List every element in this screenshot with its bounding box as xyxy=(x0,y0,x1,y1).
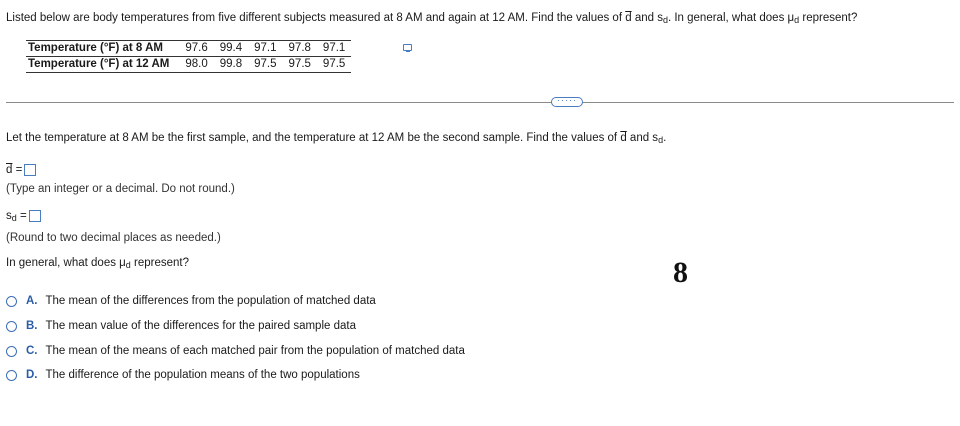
question-part2: . In general, what does μ xyxy=(667,12,795,24)
table-cell: 97.8 xyxy=(283,41,317,57)
option-text: The difference of the population means of the two populations xyxy=(45,369,360,381)
table-row-8am xyxy=(26,41,351,57)
option-b[interactable] xyxy=(6,320,356,332)
mu-question-part2: represent? xyxy=(130,257,189,269)
instruction-end: . xyxy=(663,132,667,144)
instruction-part1: Let the temperature at 8 AM be the first sample, and the temperature at 12 AM be the second sample. Find the values of xyxy=(6,132,621,144)
option-letter: C. xyxy=(26,345,38,357)
dbar-symbol: $\overline{d}$ xyxy=(620,132,627,144)
option-c[interactable] xyxy=(6,345,465,357)
question-part3: represent? xyxy=(799,12,858,24)
instruction-and: and s xyxy=(626,132,659,144)
question-and: and s xyxy=(631,12,663,24)
mu-question xyxy=(6,257,189,270)
radio-button[interactable] xyxy=(6,296,17,307)
option-letter: B. xyxy=(26,320,38,332)
section-divider xyxy=(6,102,954,103)
option-text: The mean value of the differences for the paired sample data xyxy=(45,320,356,332)
sd-hint: (Round to two decimal places as needed.) xyxy=(6,232,221,244)
sd-subscript: d xyxy=(658,135,664,145)
table-cell: 97.5 xyxy=(322,58,346,70)
row-label: Temperature (°F) at 8 AM xyxy=(26,41,179,57)
radio-button[interactable] xyxy=(6,370,17,381)
option-text: The mean of the means of each matched pair from the population of matched data xyxy=(45,345,465,357)
sd-input[interactable] xyxy=(29,210,41,222)
table-cell: 97.1 xyxy=(317,41,351,57)
equals-sign: = xyxy=(16,210,27,222)
table-cell: 98.0 xyxy=(185,58,208,70)
table-cell: 97.5 xyxy=(254,58,277,70)
dbar-input[interactable] xyxy=(24,164,36,176)
table-cell: 99.4 xyxy=(214,41,248,57)
dbar-symbol: $\overline{d}$ xyxy=(625,12,632,24)
question-part1: Listed below are body temperatures from five different subjects measured at 8 AM and again at 12 AM. Find the values of xyxy=(6,12,626,24)
dbar-label: $\overline{d}$ xyxy=(6,164,13,176)
option-a[interactable] xyxy=(6,295,376,307)
more-button[interactable]: ····· xyxy=(551,97,583,107)
equals-sign: = xyxy=(12,164,23,176)
row-label: Temperature (°F) at 12 AM xyxy=(28,58,170,70)
copy-data-icon[interactable] xyxy=(403,44,412,51)
option-letter: D. xyxy=(26,369,38,381)
table-cell: 97.6 xyxy=(179,41,213,57)
dbar-hint: (Type an integer or a decimal. Do not round.) xyxy=(6,183,235,195)
option-text: The mean of the differences from the population of matched data xyxy=(45,295,376,307)
table-row-12am xyxy=(26,57,351,73)
mu-subscript: d xyxy=(125,260,131,270)
radio-button[interactable] xyxy=(6,346,17,357)
sd-label: s xyxy=(6,210,12,222)
sd-subscript: d xyxy=(11,213,17,223)
option-letter: A. xyxy=(26,295,38,307)
option-d[interactable] xyxy=(6,369,360,381)
mu-question-part1: In general, what does μ xyxy=(6,257,126,269)
table-cell: 97.5 xyxy=(288,58,311,70)
question-text xyxy=(6,12,857,25)
mu-subscript: d xyxy=(794,15,800,25)
temperature-table xyxy=(26,40,351,73)
dbar-answer-row xyxy=(6,164,36,176)
page-marker: 8 xyxy=(673,256,688,289)
sd-answer-row xyxy=(6,210,41,223)
table-cell: 97.1 xyxy=(248,41,282,57)
sd-subscript: d xyxy=(662,15,668,25)
radio-button[interactable] xyxy=(6,321,17,332)
table-cell: 99.8 xyxy=(219,58,243,70)
instruction-text xyxy=(6,132,666,145)
